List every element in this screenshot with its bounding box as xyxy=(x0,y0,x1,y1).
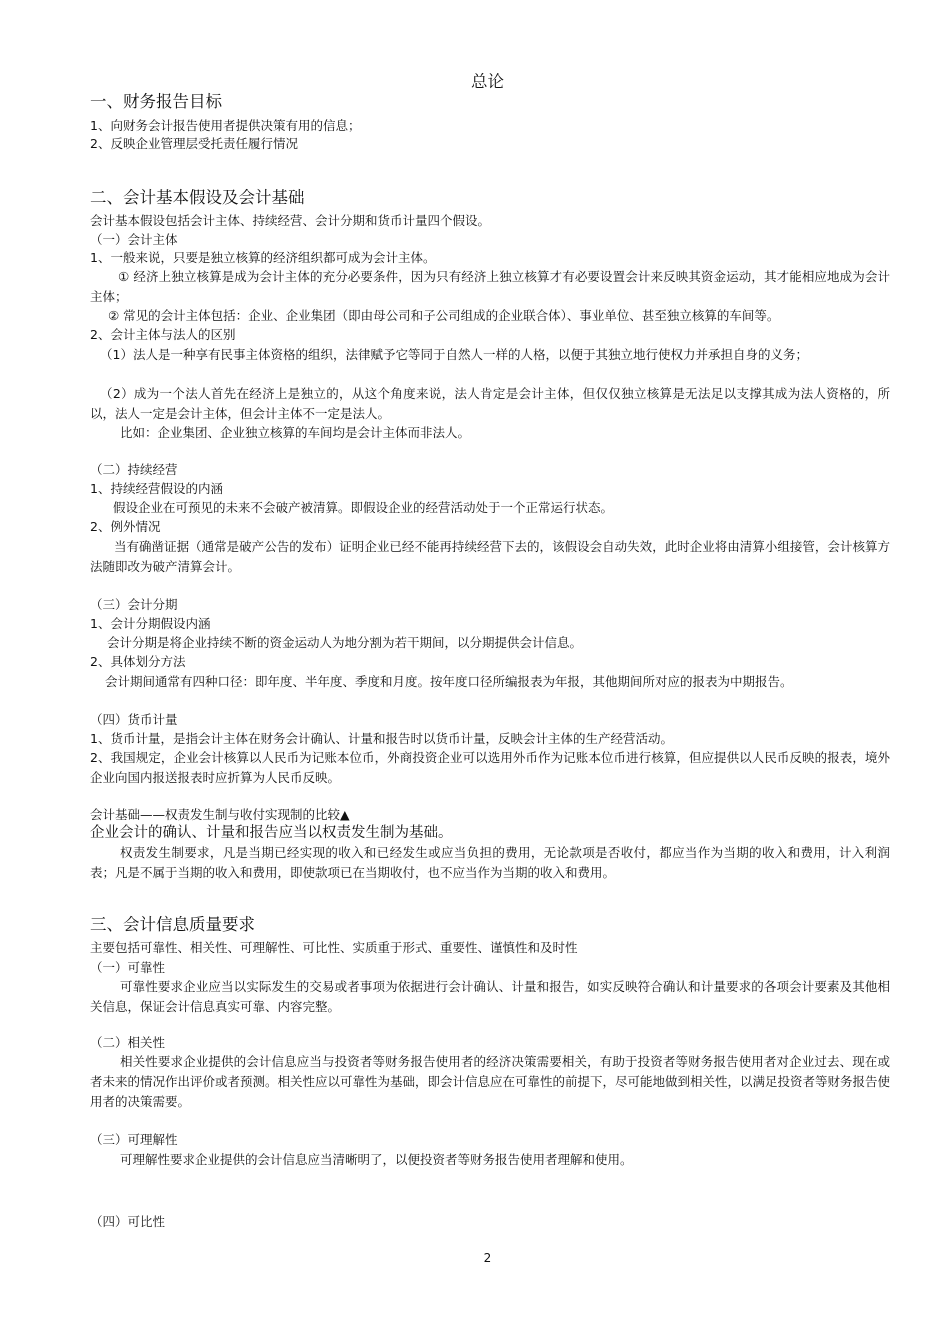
paragraph: 权责发生制要求，凡是当期已经实现的收入和已经发生或应当负担的费用，无论款项是否收付，都应当作为当期的收入和费用，计入利润表；凡是不属于当期的收入和费用，即使款项已在当期收付，也不应当作为当期的收入和费用。 xyxy=(90,845,890,880)
list-item: 1、向财务会计报告使用者提供决策有用的信息； xyxy=(90,118,361,133)
section-heading-1: 一、财务报告目标 xyxy=(90,92,222,111)
subsection-title: （四）货币计量 xyxy=(90,712,178,727)
paragraph: 当有确凿证据（通常是破产公告的发布）证明企业已经不能再持续经营下去的，该假设会自动失效，此时企业将由清算小组接管，会计核算方法随即改为破产清算会计。 xyxy=(90,539,890,574)
paragraph: 1、货币计量，是指会计主体在财务会计确认、计量和报告时以货币计量，反映会计主体的生产经营活动。 xyxy=(90,731,673,746)
paragraph: 2、具体划分方法 xyxy=(90,654,186,669)
section-heading-3: 三、会计信息质量要求 xyxy=(90,915,255,934)
subsection-title: （一）可靠性 xyxy=(90,960,166,975)
subsection-title: （二）持续经营 xyxy=(90,462,178,477)
paragraph: 主要包括可靠性、相关性、可理解性、可比性、实质重于形式、重要性、谨慎性和及时性 xyxy=(90,940,578,955)
paragraph: 会计基本假设包括会计主体、持续经营、会计分期和货币计量四个假设。 xyxy=(90,213,491,228)
paragraph: 2、我国规定，企业会计核算以人民币为记账本位币，外商投资企业可以选用外币作为记账本位币进行核算，但应提供以人民币反映的报表，境外企业向国内报送报表时应折算为人民币反映。 xyxy=(90,750,890,785)
paragraph: 会计分期是将企业持续不断的资金运动人为地分割为若干期间，以分期提供会计信息。 xyxy=(107,635,583,650)
paragraph: 1、一般来说，只要是独立核算的经济组织都可成为会计主体。 xyxy=(90,250,436,265)
paragraph: 可靠性要求企业应当以实际发生的交易或者事项为依据进行会计确认、计量和报告，如实反映符合确认和计量要求的各项会计要素及其他相关信息，保证会计信息真实可靠、内容完整。 xyxy=(90,979,890,1014)
subsection-title: （四）可比性 xyxy=(90,1214,166,1229)
paragraph: 假设企业在可预见的未来不会破产被清算。即假设企业的经营活动处于一个正常运行状态。 xyxy=(113,500,614,515)
subsection-title: 会计基础——权责发生制与收付实现制的比较▲ xyxy=(90,807,350,822)
paragraph: 1、持续经营假设的内涵 xyxy=(90,481,223,496)
paragraph: （1）法人是一种享有民事主体资格的组织，法律赋予它等同于自然人一样的人格，以便于其独立地行使权力并承担自身的义务； xyxy=(100,347,808,362)
paragraph: 相关性要求企业提供的会计信息应当与投资者等财务报告使用者的经济决策需要相关，有助于投资者等财务报告使用者对企业过去、现在或者未来的情况作出评价或者预测。相关性应以可靠性为基础，即会计信息应在可靠性的前提下，尽可能地做到相关性，以满足投资者等财务报告使用者的决策需要。 xyxy=(90,1054,891,1109)
subsection-title: （三）会计分期 xyxy=(90,597,178,612)
section-heading-2: 二、会计基本假设及会计基础 xyxy=(90,188,305,207)
subsection-title: （三）可理解性 xyxy=(90,1132,178,1147)
paragraph: ① 经济上独立核算是成为会计主体的充分必要条件，因为只有经济上独立核算才有必要设置会计来反映其资金运动，其才能相应地成为会计主体； xyxy=(90,269,890,304)
subsection-title: （一）会计主体 xyxy=(90,232,178,247)
paragraph: （2）成为一个法人首先在经济上是独立的，从这个角度来说，法人肯定是会计主体，但仅仅独立核算是无法足以支撑其成为法人资格的，所以，法人一定是会计主体，但会计主体不一定是法人。 xyxy=(90,386,890,421)
page-title: 总论 xyxy=(471,72,504,91)
paragraph: 可理解性要求企业提供的会计信息应当清晰明了，以便投资者等财务报告使用者理解和使用。 xyxy=(120,1152,633,1167)
paragraph: 会计期间通常有四种口径：即年度、半年度、季度和月度。按年度口径所编报表为年报，其他期间所对应的报表为中期报告。 xyxy=(105,674,793,689)
paragraph: 企业会计的确认、计量和报告应当以权责发生制为基础。 xyxy=(90,825,453,841)
paragraph: 比如：企业集团、企业独立核算的车间均是会计主体而非法人。 xyxy=(120,425,471,440)
paragraph: 1、会计分期假设内涵 xyxy=(90,616,211,631)
paragraph: ② 常见的会计主体包括：企业、企业集团（即由母公司和子公司组成的企业联合体）、事业单位、甚至独立核算的车间等。 xyxy=(108,308,780,323)
page-number: 2 xyxy=(483,1251,492,1265)
paragraph: 2、例外情况 xyxy=(90,519,161,534)
paragraph: 2、会计主体与法人的区别 xyxy=(90,327,236,342)
list-item: 2、反映企业管理层受托责任履行情况 xyxy=(90,136,298,151)
subsection-title: （二）相关性 xyxy=(90,1035,166,1050)
